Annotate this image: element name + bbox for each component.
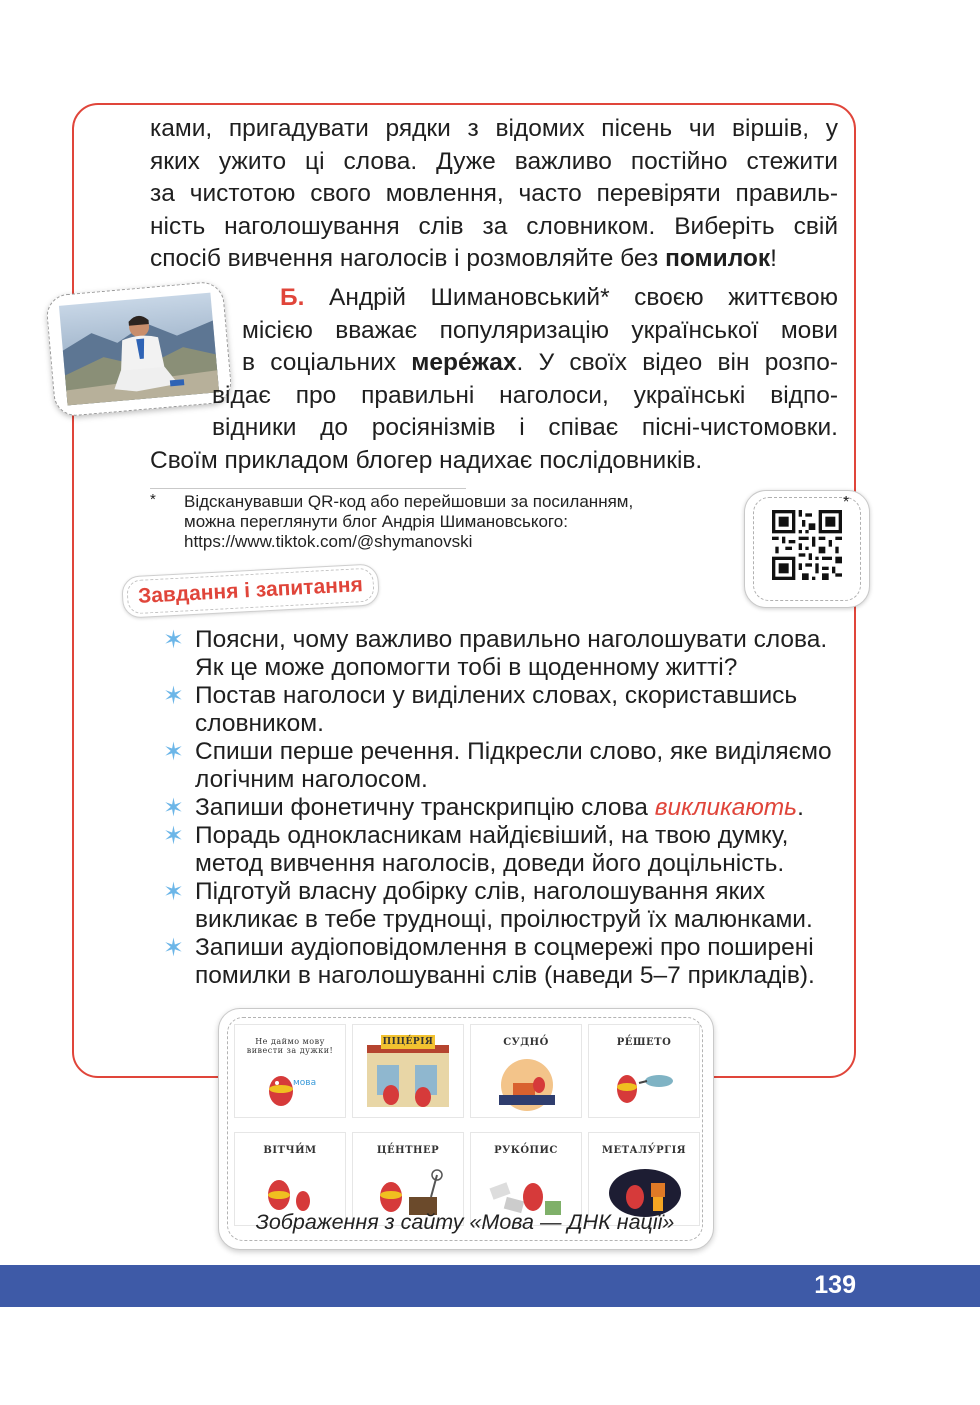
- qr-card-inner: [753, 497, 861, 601]
- gallery-inner: [227, 1017, 703, 1241]
- character-icon: [263, 1067, 317, 1109]
- ship-icon: [489, 1057, 565, 1113]
- qr-footnote-marker: *: [843, 494, 850, 511]
- page-footer: [0, 1265, 980, 1307]
- task-line: Порадь однокласникам найдієвіший, на твою думку,: [195, 822, 789, 849]
- tile-label: ЦЕ́НТНЕР: [376, 1145, 440, 1156]
- text-line: Своїм прикладом блогер надихає послідовників.: [150, 446, 703, 474]
- text-line: відники до росіянізмів і співає пісні-чистомовки.: [212, 414, 838, 442]
- text-line: [242, 347, 838, 380]
- list-item: [160, 934, 840, 990]
- asterisk-bullet-icon: ✶: [163, 822, 184, 850]
- task-line: метод вивчення наголосів, доведи його доцільність.: [195, 850, 785, 877]
- tile-label: РЕ́ШЕТО: [616, 1037, 672, 1048]
- list-item: [160, 682, 840, 738]
- qr-code-card[interactable]: [744, 490, 870, 608]
- text-line: ність наголошування слів за словником. Виберіть свій: [150, 212, 838, 240]
- paragraph-intro: [150, 113, 838, 276]
- tile-label: МЕТАЛУ́РГІЯ: [601, 1145, 687, 1156]
- asterisk-bullet-icon: ✶: [163, 738, 184, 766]
- task-line: Поясни, чому важливо правильно наголошувати слова.: [195, 626, 828, 653]
- text-line: [150, 243, 838, 276]
- task-line: логічним наголосом.: [195, 766, 428, 793]
- tile-label: ПІЦЕ́РІЯ: [382, 1037, 434, 1047]
- text-line: місією вважає популяризацію української мови: [242, 316, 838, 344]
- text-line: за чистотою свого мовлення, часто перевіряти правиль-: [150, 180, 838, 208]
- task-line: Запиши фонетичну транскрипцію слова: [195, 794, 655, 821]
- footnote-line: Відсканувавши QR-код або перейшовши за посиланням,: [184, 492, 634, 511]
- text-fragment: в соціальних: [242, 349, 412, 377]
- text-fragment: . У своїх відео він розпо-: [516, 349, 838, 377]
- asterisk-bullet-icon: ✶: [163, 682, 184, 710]
- list-item: [160, 822, 840, 878]
- task-line: Спиши перше речення. Підкресли слово, яке виділяємо: [195, 738, 832, 765]
- task-line: Підготуй власну добірку слів, наголошування яких: [195, 878, 766, 905]
- paragraph-label: Б.: [280, 284, 305, 311]
- page-number: 139: [814, 1271, 856, 1299]
- asterisk-bullet-icon: ✶: [163, 934, 184, 962]
- footnote-line: можна переглянути блог Андрія Шимановського:: [184, 512, 568, 531]
- tile-label: РУКО́ПИС: [494, 1145, 558, 1156]
- svg-text:мова: мова: [293, 1078, 317, 1088]
- list-item: [160, 626, 840, 682]
- task-line: словником.: [195, 710, 324, 737]
- bold-word: помилок: [665, 245, 771, 273]
- bold-word: мере́жах: [411, 349, 517, 377]
- task-list: [160, 626, 840, 990]
- list-item: [160, 738, 840, 794]
- gallery-caption: Зображення з сайту «Мова — ДНК нації»: [255, 1210, 675, 1234]
- highlighted-word: викликають: [654, 794, 798, 821]
- asterisk-bullet-icon: ✶: [163, 878, 184, 906]
- task-line: .: [797, 794, 804, 821]
- gallery-tile: [234, 1024, 346, 1118]
- text-fragment: Андрій Шимановський* своєю життєвою: [304, 284, 838, 311]
- text-line-indented: [150, 315, 838, 380]
- footnote-text: [184, 492, 744, 552]
- sieve-icon: [607, 1061, 683, 1111]
- task-line: Запиши аудіоповідомлення в соцмережі про поширені: [195, 934, 814, 961]
- qr-code-icon: [772, 510, 842, 580]
- footnote-divider: [150, 488, 466, 489]
- tile-label: Не даймо мову вивести за дужки!: [246, 1037, 334, 1055]
- text-line-indented: [150, 282, 838, 315]
- text-fragment: спосіб вивчення наголосів і розмовляйте без: [150, 245, 666, 273]
- text-line: ками, пригадувати рядки з відомих пісень чи віршів, у: [150, 115, 838, 142]
- text-line: яких ужито ці слова. Дуже важливо постійно стежити: [150, 147, 838, 175]
- tile-label: СУДНО́: [503, 1037, 549, 1048]
- list-item: [160, 794, 840, 822]
- asterisk-bullet-icon: ✶: [163, 626, 184, 654]
- text-line: [280, 282, 838, 315]
- text-fragment: !: [770, 245, 777, 273]
- tile-label: ВІТЧИ́М: [263, 1145, 317, 1156]
- gallery-tile: [470, 1024, 582, 1118]
- text-line: відає про правильні наголоси, українські відпо-: [212, 381, 838, 409]
- asterisk-bullet-icon: ✶: [163, 794, 184, 822]
- task-line: Постав наголоси у виділених словах, скориставшись: [195, 682, 798, 709]
- list-item: [160, 878, 840, 934]
- footnote-link[interactable]: https://www.tiktok.com/@shymanovski: [184, 532, 473, 551]
- task-line: викликає в тебе труднощі, проілюструй їх малюнками.: [195, 906, 813, 933]
- gallery-tile: [352, 1024, 464, 1118]
- gallery-tile: [588, 1024, 700, 1118]
- text-line-indented: [150, 380, 838, 445]
- section-title: Завдання і запитання: [126, 568, 374, 615]
- paragraph-blogger: [150, 282, 838, 478]
- task-line: Як це може допомогти тобі в щоденному житті?: [195, 654, 738, 681]
- footnote-marker: *: [150, 491, 156, 508]
- task-line: помилки в наголошуванні слів (наведи 5–7 прикладів).: [195, 962, 815, 989]
